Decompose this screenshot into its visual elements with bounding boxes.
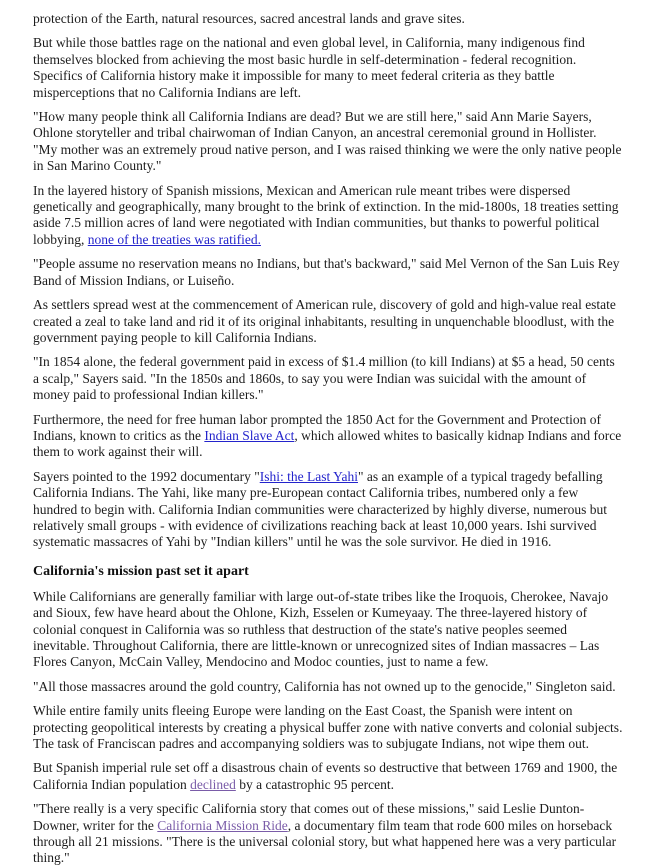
section-heading (33, 563, 623, 580)
link-ishi-the-last-yahi[interactable]: Ishi: the Last Yahi (259, 468, 358, 484)
paragraph (33, 109, 623, 175)
text-run: by a catastrophic 95 percent. (235, 776, 395, 792)
text-run: "In 1854 alone, the federal government paid in excess of $1.4 million (to kill Indians) at $5 a head, 50 cents a scalp," Sayers said. "In the 1850s and 1860s, to say you were Indian was suicidal with the amount of money paid to professional Indian killers." (33, 354, 615, 403)
text-run: In the layered history of Spanish missions, Mexican and American rule meant tribes were dispersed genetically and geographically, many brought to the brink of extinction. In the mid-1800s, 18 treaties setting aside 7.5 million acres of land were negotiated with Indian communities, but thanks to powerful political lobbying, (33, 182, 619, 247)
link-declined[interactable]: declined (190, 776, 236, 792)
link-california-mission-ride[interactable]: California Mission Ride (157, 817, 288, 833)
text-run: "All those massacres around the gold country, California has not owned up to the genocide," Singleton said. (33, 678, 616, 694)
paragraph (33, 297, 623, 346)
paragraph (33, 354, 623, 403)
text-run: While entire family units fleeing Europe were landing on the East Coast, the Spanish were intent on protecting geopolitical interests by creating a physical buffer zone with native converts and colonial subjects. The task of Franciscan padres and accompanying soldiers was to subjugate Indians, not wipe them out. (33, 703, 623, 752)
article-body (33, 11, 623, 866)
text-run: Sayers pointed to the 1992 documentary " (33, 468, 260, 484)
text-run: " as an example of a typical tragedy befalling California Indians. The Yahi, like many pre-European contact California tribes, numbered only a few hundred to begin with. California Indian communities were characterized by highly diverse, numerous but relatively small groups - with evidence of civilizations reaching back at least 10,000 years. Ishi survived systematic massacres of Yahi by "Indian killers" until he was the sole survivor. He died in 1916. (33, 468, 607, 550)
text-run: While Californians are generally familiar with large out-of-state tribes like the Iroquois, Cherokee, Navajo and Sioux, few have heard about the Ohlone, Kizh, Esselen or Kumeyaay. The three-layered history of colonial conquest in California was so ruthless that destruction of the state's native peoples seemed inevitable. Throughout California, there are little-known or unrecognized sites of Indian massacres – Las Flores Canyon, McCain Valley, Mendocino and Modoc counties, just to name a few. (33, 588, 609, 670)
text-run: Furthermore, the need for free human labor prompted the 1850 Act for the Government and Protection of Indians, known to critics as the (33, 411, 601, 443)
text-run: , a documentary film team that rode 600 miles on horseback through all 21 missions. "There is the universal colonial story, but what happened here was a very particular thing." (33, 817, 617, 866)
paragraph (33, 256, 623, 289)
paragraph (33, 589, 623, 671)
link-indian-slave-act[interactable]: Indian Slave Act (204, 427, 295, 443)
text-run: , which allowed whites to basically kidnap Indians and force them to work against their will. (33, 427, 622, 460)
text-run: But Spanish imperial rule set off a disastrous chain of events so destructive that between 1769 and 1900, the California Indian population (33, 760, 618, 792)
paragraph (33, 469, 623, 551)
text-run: As settlers spread west at the commencement of American rule, discovery of gold and high-value real estate created a zeal to take land and rid it of its original inhabitants, resulting in unquenchable bloodlust, with the government paying people to kill California Indians. (33, 297, 616, 345)
paragraph (33, 703, 623, 752)
paragraph (33, 183, 623, 249)
text-run: "People assume no reservation means no Indians, but that's backward," said Mel Vernon of the San Luis Rey Band of Mission Indians, or Luiseño. (33, 256, 620, 288)
text-run: "How many people think all California Indians are dead? But we are still here," said Ann Marie Sayers, Ohlone storyteller and tribal chairwoman of Indian Canyon, an ancestral ceremonial ground in Hollister. "My mother was an extremely proud native person, and I was raised thinking we were the only native people in San Marino County." (33, 109, 622, 174)
paragraph (33, 11, 623, 27)
link-treaties-ratified[interactable]: none of the treaties was ratified. (87, 231, 261, 247)
paragraph (33, 679, 623, 695)
text-run: protection of the Earth, natural resources, sacred ancestral lands and grave sites. (33, 11, 465, 26)
paragraph (33, 760, 623, 793)
text-run: California's mission past set it apart (33, 563, 249, 579)
text-run: But while those battles rage on the national and even global level, in California, many indigenous find themselves blocked from achieving the most basic hurdle in self-determination - federal recognition. Specifics of California history make it impossible for many to meet federal criteria as they battle misperceptions that no California Indians are left. (33, 35, 585, 100)
paragraph (33, 412, 623, 461)
paragraph (33, 801, 623, 866)
paragraph (33, 35, 623, 101)
text-run: "There really is a very specific California story that comes out of these missions," said Leslie Dunton-Downer, writer for the (33, 801, 585, 833)
